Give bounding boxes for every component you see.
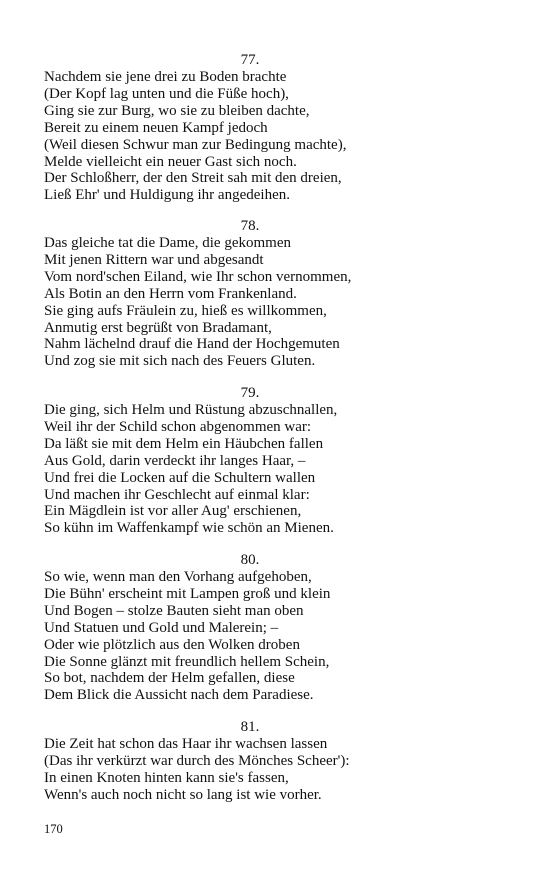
stanza-78 (44, 218, 514, 370)
verse-line: Und machen ihr Geschlecht auf einmal klar: (44, 486, 310, 503)
verse-line: Der Schloßherr, der den Streit sah mit den dreien, (44, 170, 342, 187)
verse-line: Ließ Ehr' und Huldigung ihr angedeihen. (44, 187, 290, 204)
verse-line: Nahm lächelnd drauf die Hand der Hochgemuten (44, 336, 340, 353)
verse-line: Vom nord'schen Eiland, wie Ihr schon vernommen, (44, 268, 352, 285)
verse-line: Und zog sie mit sich nach des Feuers Gluten. (44, 353, 316, 370)
stanza-77 (44, 52, 514, 204)
verse-line: Die Sonne glänzt mit freundlich hellem Schein, (44, 653, 330, 670)
verse-line: Und frei die Locken auf die Schultern wallen (44, 469, 316, 486)
verse-line: Das gleiche tat die Dame, die gekommen (44, 235, 291, 251)
verse-line: Ging sie zur Burg, wo sie zu bleiben dachte, (44, 102, 310, 119)
stanza-number: 81. (240, 719, 260, 735)
stanza-number: 77. (240, 52, 260, 68)
verse-line: (Weil diesen Schwur man zur Bedingung machte), (44, 136, 347, 153)
verse-line: Nachdem sie jene drei zu Boden brachte (44, 69, 287, 85)
verse-line: Als Botin an den Herrn vom Frankenland. (44, 285, 297, 302)
verse-line: Mit jenen Rittern war und abgesandt (44, 251, 264, 268)
verse-line: So kühn im Waffenkampf wie schön an Mienen. (44, 520, 334, 537)
verse-line: Aus Gold, darin verdeckt ihr langes Haar, – (44, 452, 306, 469)
page-number: 170 (44, 822, 63, 836)
verse-line: Die Bühn' erscheint mit Lampen groß und klein (44, 585, 331, 602)
verse-line: Sie ging aufs Fräulein zu, hieß es willkommen, (44, 302, 327, 319)
verse-line: So wie, wenn man den Vorhang aufgehoben, (44, 569, 312, 585)
verse-line: (Der Kopf lag unten und die Füße hoch), (44, 85, 289, 102)
verse-line: Wenn's auch noch nicht so lang ist wie vorher. (44, 786, 322, 803)
verse-line: Bereit zu einem neuen Kampf jedoch (44, 119, 268, 136)
stanza-number: 80. (240, 552, 260, 568)
verse-line: Weil ihr der Schild schon abgenommen war: (44, 418, 312, 435)
verse-line: Oder wie plötzlich aus den Wolken droben (44, 636, 300, 653)
stanza-79 (44, 385, 514, 537)
verse-line: Und Statuen und Gold und Malerein; – (44, 619, 279, 636)
verse-line: Dem Blick die Aussicht nach dem Paradiese. (44, 687, 314, 704)
verse-line: Die Zeit hat schon das Haar ihr wachsen lassen (44, 736, 328, 752)
verse-line: Da läßt sie mit dem Helm ein Häubchen fallen (44, 435, 324, 452)
stanza-number: 78. (240, 218, 260, 234)
stanza-number: 79. (240, 385, 260, 401)
verse-line: (Das ihr verkürzt war durch des Mönches Scheer'): (44, 752, 350, 769)
verse-line: Und Bogen – stolze Bauten sieht man oben (44, 602, 304, 619)
verse-line: Anmutig erst begrüßt von Bradamant, (44, 319, 272, 336)
verse-line: In einen Knoten hinten kann sie's fassen, (44, 769, 289, 786)
verse-line: Melde vielleicht ein neuer Gast sich noch. (44, 153, 297, 170)
verse-line: Ein Mägdlein ist vor aller Aug' erschienen, (44, 503, 302, 520)
verse-line: Die ging, sich Helm und Rüstung abzuschnallen, (44, 402, 338, 418)
verse-line: So bot, nachdem der Helm gefallen, diese (44, 670, 295, 687)
stanza-80 (44, 552, 514, 704)
stanza-81 (44, 719, 514, 804)
